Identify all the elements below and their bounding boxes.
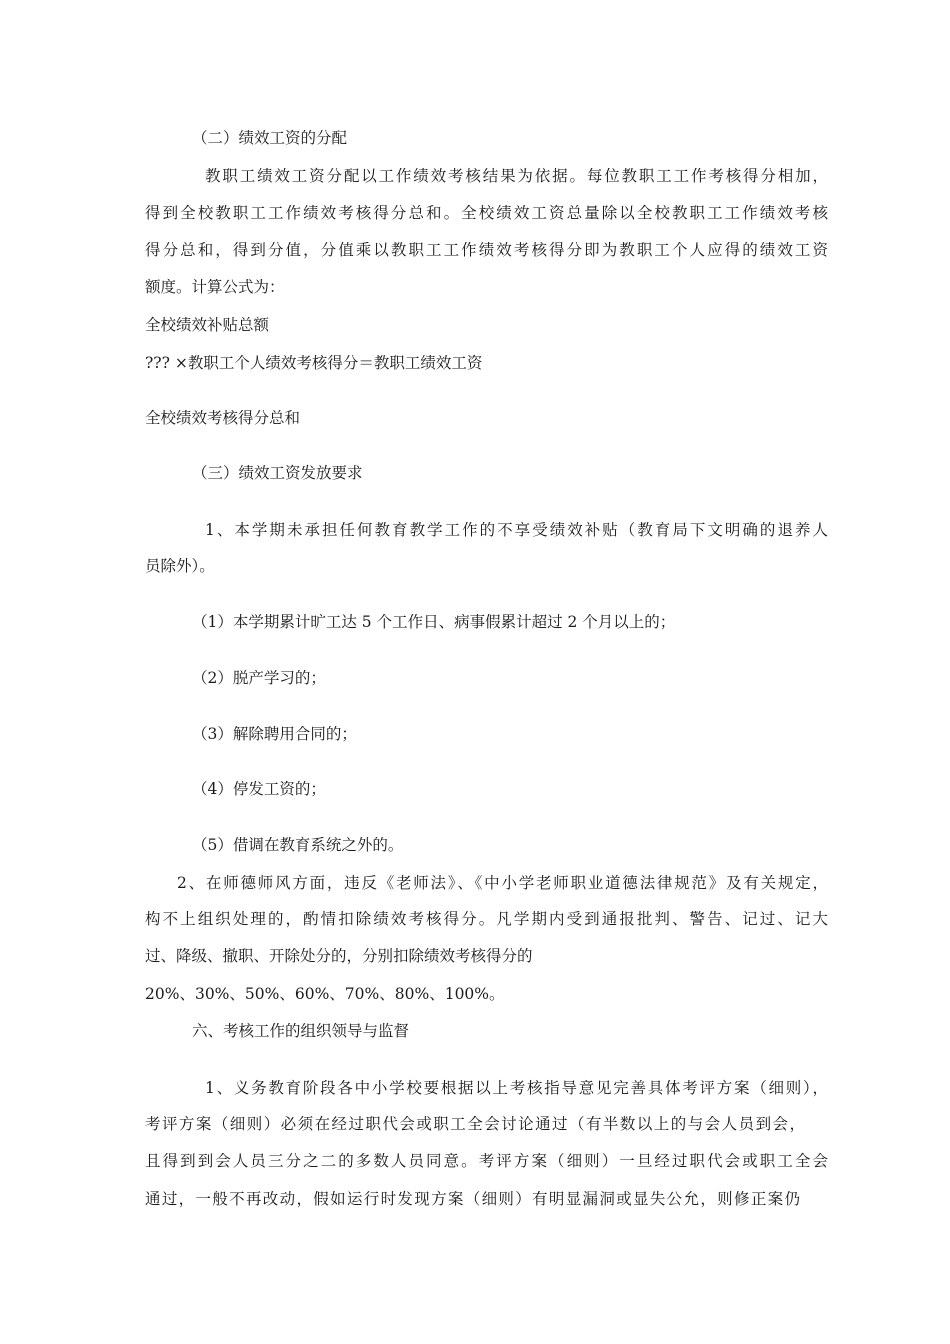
sub-item: （5）借调在教育系统之外的。 xyxy=(192,836,404,854)
item-line: 2、在师德师风方面，违反《老师法》、《中小学老师职业道德法律规范》及有关规定， xyxy=(177,874,828,892)
sub-item: （3）解除聘用合同的； xyxy=(192,725,357,743)
item-line: 考评方案（细则）必须在经过职代会或职工全会讨论通过（有半数以上的与会人员到会， xyxy=(145,1115,805,1133)
section-heading-2: （二）绩效工资的分配 xyxy=(192,129,348,147)
section-heading-3: （三）绩效工资发放要求 xyxy=(192,464,363,482)
paragraph-line: 额度。计算公式为： xyxy=(145,278,285,296)
paragraph-line: 得分总和，得到分值，分值乘以教职工工作绩效考核得分即为教职工个人应得的绩效工资 xyxy=(145,241,828,259)
formula-denominator: 全校绩效考核得分总和 xyxy=(145,409,301,427)
item-line: 1、本学期未承担任何教育教学工作的不享受绩效补贴（教育局下文明确的退养人 xyxy=(205,521,828,539)
item-line: 过、降级、撤职、开除处分的，分别扣除绩效考核得分的 xyxy=(145,947,533,965)
item-line: 通过，一般不再改动，假如运行时发现方案（细则）有明显漏洞或显失公允，则修正案仍 xyxy=(145,1190,800,1208)
item-line: 员除外）。 xyxy=(145,557,215,575)
item-line: 构不上组织处理的，酌情扣除绩效考核得分。凡学期内受到通报批判、警告、记过、记大 xyxy=(145,910,828,928)
sub-item: （2）脱产学习的； xyxy=(192,669,326,687)
section-heading-6: 六、考核工作的组织领导与监督 xyxy=(192,1022,410,1040)
formula-middle: ??? ×教职工个人绩效考核得分＝教职工绩效工资 xyxy=(145,354,483,372)
item-line: 且得到到会人员三分之二的多数人员同意。考评方案（细则）一旦经过职代会或职工全会 xyxy=(145,1152,828,1170)
item-line: 1、义务教育阶段各中小学校要根据以上考核指导意见完善具体考评方案（细则）， xyxy=(205,1079,828,1097)
item-line: 20%、30%、50%、60%、70%、80%、100%。 xyxy=(145,985,505,1003)
sub-item: （1）本学期累计旷工达 5 个工作日、病事假累计超过 2 个月以上的； xyxy=(192,613,676,631)
paragraph-line: 教职工绩效工资分配以工作绩效考核结果为依据。每位教职工工作考核得分相加， xyxy=(205,167,828,185)
paragraph-line: 得到全校教职工工作绩效考核得分总和。全校绩效工资总量除以全校教职工工作绩效考核 xyxy=(145,204,828,222)
sub-item: （4）停发工资的； xyxy=(192,780,326,798)
formula-numerator: 全校绩效补贴总额 xyxy=(145,316,270,334)
